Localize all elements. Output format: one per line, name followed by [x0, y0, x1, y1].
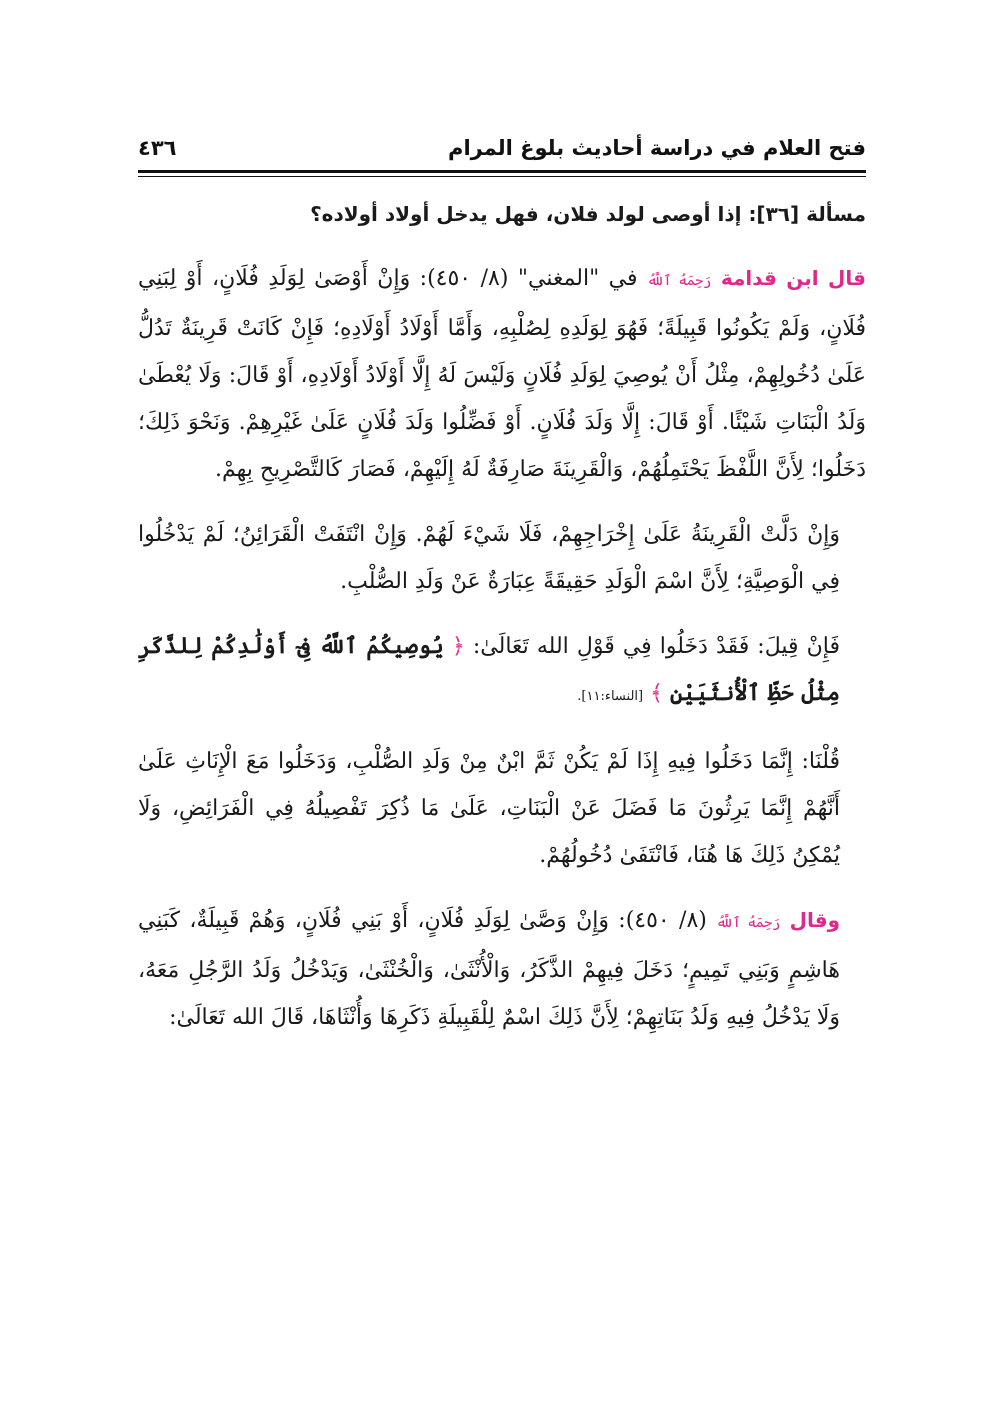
paragraph-1 — [138, 255, 866, 493]
source-citation: (٨/ ٤٥٠): — [618, 908, 707, 933]
quran-verse: يُوصِيكُمُ ٱللَّهُ فِىٓ أَوْلَٰدِكُمْ لِلذَّكَرِ مِثْلُ حَظِّ ٱلْأُنثَيَيْنِ — [138, 633, 840, 706]
paragraph-text: قُلْنَا: إِنَّمَا دَخَلُوا فِيهِ إِذَا لَمْ يَكُنْ ثَمَّ ابْنٌ مِنْ وَلَدِ الصُّلْبِ، وَدَخَلُوا مَعَ الْإِنَاثِ عَلَىٰ أَنَّهُمْ إِنَّمَا يَرِثُونَ مَا فَضَلَ عَنْ الْبَنَاتِ، عَلَىٰ مَا ذُكِرَ تَفْصِيلُهُ فِي الْفَرَائِضِ، وَلَا يُمْكِنُ ذَلِكَ هَا هُنَا، فَانْتَفَىٰ دُخُولُهُمْ. — [138, 749, 840, 868]
paragraph-2 — [138, 511, 866, 605]
header-rule-thin — [138, 176, 866, 177]
honorific-glyph: رَحِمَهُ ٱللَّهُ — [647, 273, 712, 289]
verse-reference: [النساء:١١]. — [577, 689, 644, 704]
book-title: فتح العلام في دراسة أحاديث بلوغ المرام — [448, 136, 866, 160]
author-name: قال ابن قدامة — [720, 266, 867, 290]
author-name: وقال — [789, 908, 841, 932]
quran-bracket-open: ﴿ — [451, 634, 465, 659]
paragraph-text: وَإِنْ دَلَّتْ الْقَرِينَةُ عَلَىٰ إِخْرَاجِهِمْ، فَلَا شَيْءَ لَهُمْ. وَإِنْ انْتَفَتْ الْقَرَائِنُ؛ لَمْ يَدْخُلُوا فِي الْوَصِيَّةِ؛ لِأَنَّ اسْمَ الْوَلَدِ حَقِيقَةً عِبَارَةٌ عَنْ وَلَدِ الصُّلْبِ. — [138, 522, 840, 594]
issue-heading — [138, 199, 866, 229]
honorific-glyph: رَحِمَهُ ٱللَّهُ — [716, 915, 781, 931]
paragraph-lead: فَإِنْ قِيلَ: فَقَدْ دَخَلُوا فِي قَوْلِ الله تَعَالَىٰ: — [472, 634, 841, 659]
paragraph-5 — [138, 897, 866, 1041]
header-rule-thick — [138, 170, 866, 173]
quran-bracket-close: ﴾ — [650, 681, 663, 706]
paragraph-3 — [138, 623, 866, 720]
page-header — [138, 128, 866, 168]
issue-question: إذا أوصى لولد فلان، فهل يدخل أولاد أولاده؟ — [310, 202, 742, 226]
issue-label: مسألة [٣٦]: — [748, 202, 866, 226]
paragraph-text: وَإِنْ أَوْصَىٰ لِوَلَدِ فُلَانٍ، أَوْ لِبَنِي فُلَانٍ، وَلَمْ يَكُونُوا قَبِيلَةً؛ فَهُوَ لِوَلَدِهِ لِصُلْبِهِ، وَأَمَّا أَوْلَادُ أَوْلَادِهِ؛ فَإِنْ كَانَتْ قَرِينَةٌ تَدُلُّ عَلَىٰ دُخُولِهِمْ، مِثْلُ أَنْ يُوصِيَ لِوَلَدِ فُلَانٍ وَلَيْسَ لَهُ إِلَّا أَوْلَادُ أَوْلَادِهِ، أَوْ قَالَ: وَلَا يُعْطَىٰ وَلَدُ الْبَنَاتِ شَيْئًا. أَوْ قَالَ: إِلَّا وَلَدَ فُلَانٍ. أَوْ فَضِّلُوا وَلَدَ فُلَانٍ عَلَىٰ غَيْرِهِمْ. وَنَحْوَ ذَلِكَ؛ دَخَلُوا؛ لِأَنَّ اللَّفْظَ يَحْتَمِلُهُمْ، وَالْقَرِينَةَ صَارِفَةٌ لَهُ إِلَيْهِمْ، فَصَارَ كَالتَّصْرِيحِ بِهِمْ. — [138, 266, 866, 482]
source-citation: في "المغني" (٨/ ٤٥٠): — [419, 266, 638, 291]
paragraph-4 — [138, 738, 866, 879]
book-page — [138, 128, 866, 1041]
paragraph-text: وَإِنْ وَصَّىٰ لِوَلَدِ فُلَانٍ، أَوْ بَنِي فُلَانٍ، وَهُمْ قَبِيلَةٌ، كَبَنِي هَاشِمٍ وَبَنِي تَمِيمٍ؛ دَخَلَ فِيهِمْ الذَّكَرُ، وَالْأُنْثَىٰ، وَالْخُنْثَىٰ، وَيَدْخُلُ وَلَدُ الرَّجُلِ مَعَهُ، وَلَا يَدْخُلُ فِيهِ وَلَدُ بَنَاتِهِمْ؛ لِأَنَّ ذَلِكَ اسْمٌ لِلْقَبِيلَةِ ذَكَرِهَا وَأُنْثَاهَا، قَالَ الله تَعَالَىٰ: — [138, 908, 840, 1030]
page-number: ٤٣٦ — [138, 136, 177, 160]
